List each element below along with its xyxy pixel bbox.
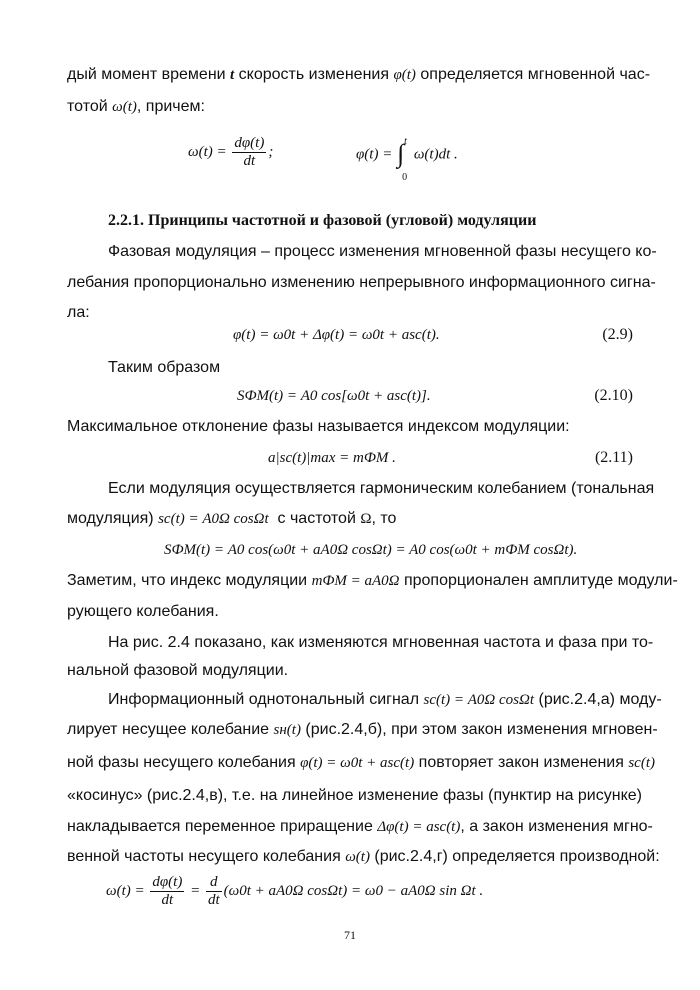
- equation-omega-derivative: ω(t) = $\frac{d\varphi(t)}{dt}$ = $\frac{d}{dt}$ (ω0t + aA0Ω cosΩt) = ω0 − aA0Ω sin Ωt .: [106, 874, 484, 908]
- p6-line-2: нальной фазовой модуляции.: [67, 662, 289, 679]
- equation-phi-integral: φ(t) = ∫ t 0 ω(t)dt .: [356, 136, 458, 183]
- text-line-1: дый момент времени t скорость изменения φ(t) определяется мгновенной час-: [67, 66, 651, 83]
- p6-line-1: На рис. 2.4 показано, как изменяются мгновенная частота и фаза при то-: [108, 634, 654, 651]
- p7-line-5: накладывается переменное приращение Δφ(t) = asс(t), а закон изменения мгно-: [67, 818, 653, 835]
- equation-number-2-10: (2.10): [594, 387, 633, 404]
- p7-line-6: венной частоты несущего колебания ω(t) (рис.2.4,г) определяется производной:: [67, 848, 660, 865]
- p1-line-3: ла:: [67, 304, 90, 321]
- page-number: 71: [344, 928, 356, 942]
- p2-line: Таким образом: [108, 359, 221, 376]
- section-heading: 2.2.1. Принципы частотной и фазовой (угловой) модуляции: [108, 212, 537, 229]
- equation-2-9: φ(t) = ω0t + Δφ(t) = ω0t + asс(t).: [233, 327, 440, 343]
- equation-2-10: SФМ(t) = A0 cos[ω0t + asс(t)].: [237, 388, 431, 404]
- p7-line-2: лирует несущее колебание sн(t) (рис.2.4,б), при этом закон изменения мгновен-: [67, 721, 658, 738]
- p1-line-2: лебания пропорционально изменению непрерывного информационного сигна-: [67, 274, 656, 291]
- p7-line-4: «косинус» (рис.2.4,в), т.е. на линейное изменение фазы (пунктир на рисунке): [67, 787, 642, 804]
- equation-omega: ω(t) = $\frac{d\varphi(t)}{dt}$ ;: [188, 135, 274, 169]
- p4-line-2: модуляция) sс(t) = A0Ω cosΩt с частотой Ω, то: [67, 510, 397, 527]
- p7-line-3: ной фазы несущего колебания φ(t) = ω0t + asс(t) повторяет закон изменения sс(t): [67, 754, 655, 771]
- text-line-2: тотой ω(t), причем:: [67, 98, 205, 115]
- p3-line: Максимальное отклонение фазы называется индексом модуляции:: [67, 418, 570, 435]
- p5-line-1: Заметим, что индекс модуляции mФМ = aA0Ω пропорционален амплитуде модули-: [67, 572, 678, 589]
- equation-number-2-11: (2.11): [594, 449, 633, 466]
- equation-s-fm: SФМ(t) = A0 cos(ω0t + aA0Ω cosΩt) = A0 cos(ω0t + mФМ cosΩt).: [164, 542, 578, 558]
- integral-sign: ∫ t 0: [397, 136, 408, 183]
- equation-2-11: a|sс(t)|max = mФМ .: [268, 450, 396, 466]
- equation-number-2-9: (2.9): [602, 326, 633, 343]
- p7-line-1: Информационный однотональный сигнал sс(t) = A0Ω cosΩt (рис.2.4,а) моду-: [108, 691, 662, 708]
- p1-line-1: Фазовая модуляция – процесс изменения мгновенной фазы несущего ко-: [108, 243, 657, 260]
- p5-line-2: рующего колебания.: [67, 603, 219, 620]
- p4-line-1: Если модуляция осуществляется гармоническим колебанием (тональная: [108, 480, 655, 497]
